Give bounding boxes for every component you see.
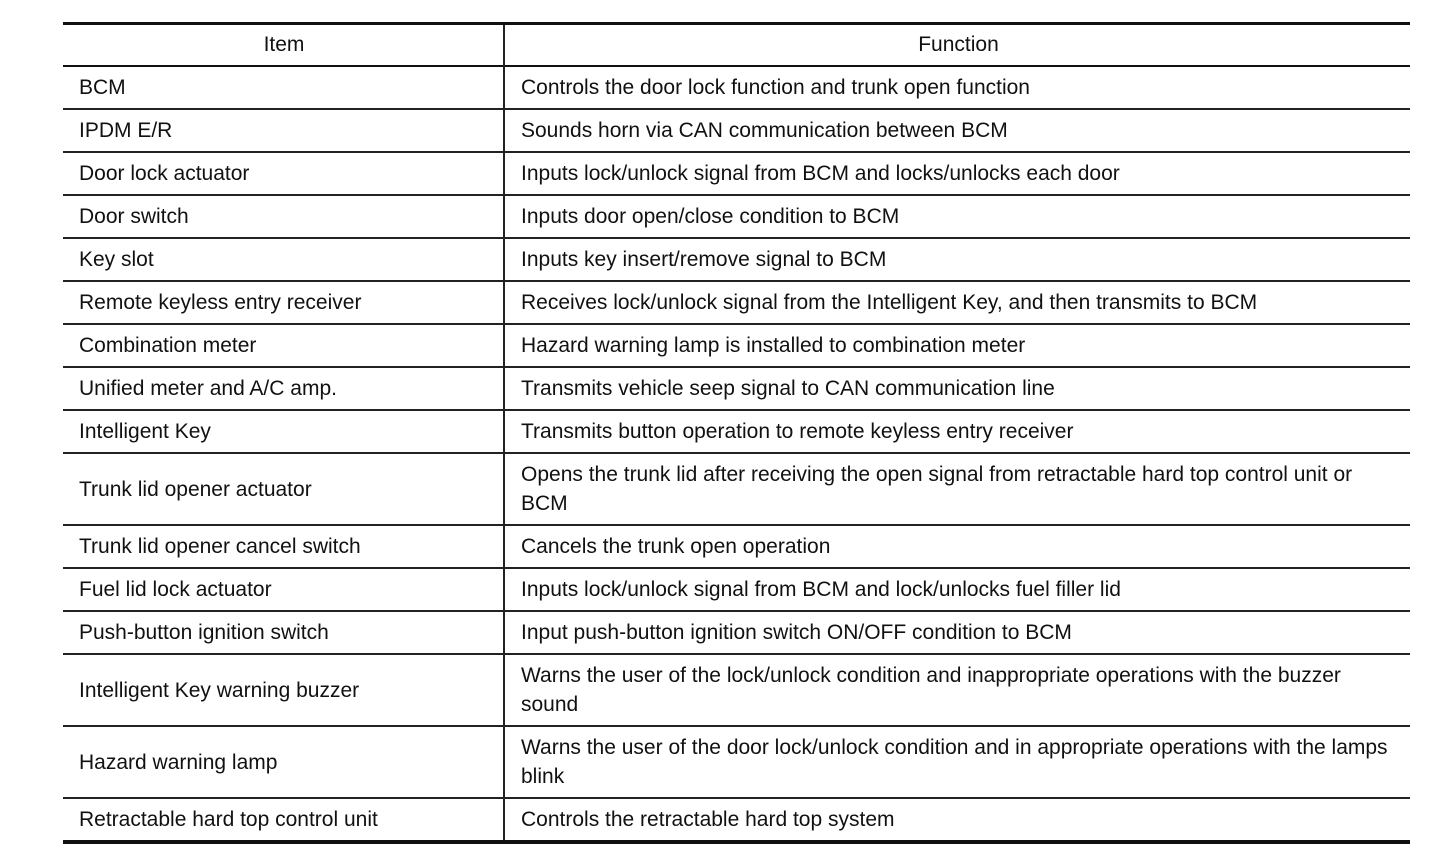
item-cell: Trunk lid opener actuator <box>63 453 504 525</box>
function-cell: Warns the user of the door lock/unlock condition and in appropriate operations with the lamps blink <box>521 736 1388 788</box>
column-header-function: Function <box>918 33 999 56</box>
function-cell: Inputs door open/close condition to BCM <box>521 205 900 228</box>
item-cell: Remote keyless entry receiver <box>63 281 504 324</box>
table-row <box>63 324 1410 367</box>
table-row <box>63 568 1410 611</box>
item-cell: Hazard warning lamp <box>63 726 504 798</box>
table-row <box>63 238 1410 281</box>
table-row <box>63 525 1410 568</box>
item-cell: Key slot <box>63 238 504 281</box>
table-header <box>63 24 1410 67</box>
column-header-item: Item <box>63 24 504 67</box>
table-row <box>63 66 1410 109</box>
function-cell: Inputs lock/unlock signal from BCM and lock/unlocks fuel filler lid <box>521 578 1121 601</box>
item-cell: Door lock actuator <box>63 152 504 195</box>
table-row <box>63 654 1410 726</box>
item-cell: Door switch <box>63 195 504 238</box>
function-cell: Receives lock/unlock signal from the Intelligent Key, and then transmits to BCM <box>521 291 1258 314</box>
function-cell: Cancels the trunk open operation <box>521 535 831 558</box>
item-cell: Retractable hard top control unit <box>63 798 504 842</box>
function-cell: Controls the door lock function and trunk open function <box>521 76 1030 99</box>
function-cell: Sounds horn via CAN communication between BCM <box>521 119 1008 142</box>
table-row <box>63 453 1410 525</box>
table-row <box>63 410 1410 453</box>
item-cell: Push-button ignition switch <box>63 611 504 654</box>
table-row <box>63 281 1410 324</box>
function-cell: Controls the retractable hard top system <box>521 808 895 831</box>
table-row <box>63 726 1410 798</box>
item-cell: BCM <box>63 66 504 109</box>
function-cell: Input push-button ignition switch ON/OFF condition to BCM <box>521 621 1072 644</box>
item-cell: Fuel lid lock actuator <box>63 568 504 611</box>
function-cell: Warns the user of the lock/unlock condition and inappropriate operations with the buzzer sound <box>521 664 1341 716</box>
table-row <box>63 611 1410 654</box>
function-cell: Hazard warning lamp is installed to combination meter <box>521 334 1026 357</box>
component-function-table <box>63 22 1410 844</box>
item-cell: Combination meter <box>63 324 504 367</box>
table-row <box>63 367 1410 410</box>
table-body <box>63 66 1410 842</box>
function-cell: Transmits vehicle seep signal to CAN communication line <box>521 377 1055 400</box>
item-cell: Trunk lid opener cancel switch <box>63 525 504 568</box>
table-row <box>63 109 1410 152</box>
function-cell: Inputs lock/unlock signal from BCM and locks/unlocks each door <box>521 162 1120 185</box>
component-function-table-container <box>63 22 1410 844</box>
table-row <box>63 798 1410 842</box>
table-row <box>63 152 1410 195</box>
item-cell: Unified meter and A/C amp. <box>63 367 504 410</box>
item-cell: IPDM E/R <box>63 109 504 152</box>
item-cell: Intelligent Key warning buzzer <box>63 654 504 726</box>
item-cell: Intelligent Key <box>63 410 504 453</box>
header-row <box>63 24 1410 67</box>
function-cell: Transmits button operation to remote keyless entry receiver <box>521 420 1074 443</box>
table-row <box>63 195 1410 238</box>
function-cell: Opens the trunk lid after receiving the open signal from retractable hard top control unit or BCM <box>521 463 1353 515</box>
function-cell: Inputs key insert/remove signal to BCM <box>521 248 887 271</box>
